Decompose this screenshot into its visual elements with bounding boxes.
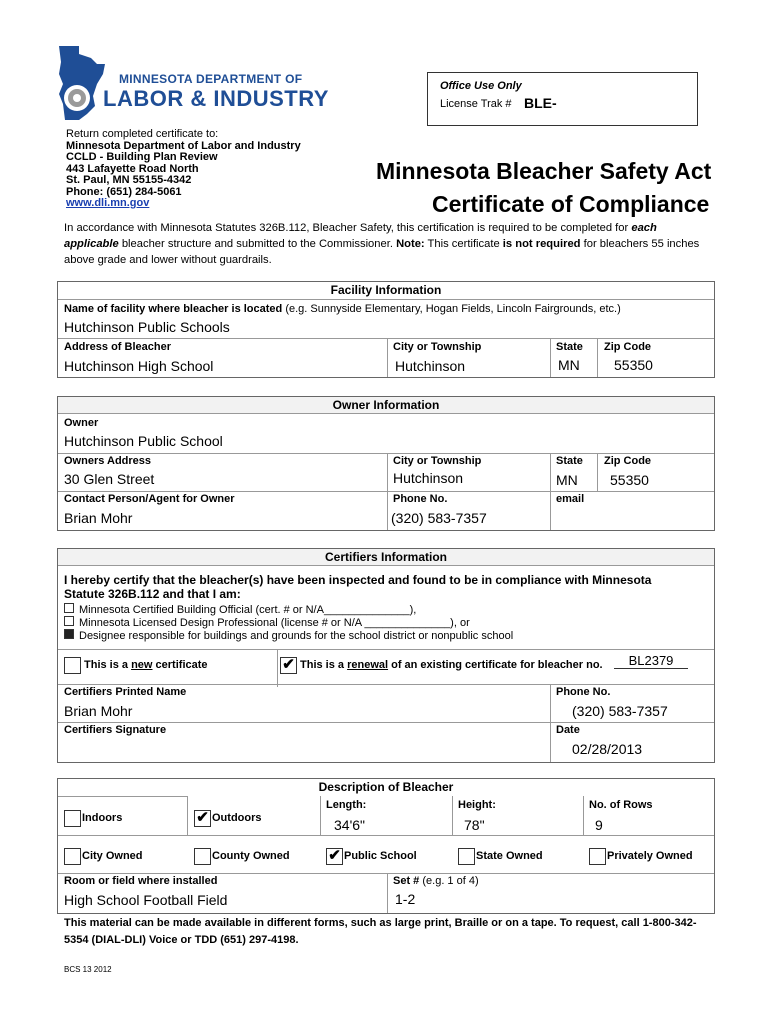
owner-state-field[interactable]: MN	[556, 472, 578, 488]
renewal-checkbox[interactable]	[280, 657, 297, 674]
facility-section	[57, 281, 715, 378]
intro-paragraph	[64, 220, 704, 268]
facility-header: Facility Information	[58, 282, 714, 298]
facility-city-field[interactable]: Hutchinson	[395, 358, 466, 374]
privately-owned-checkbox[interactable]	[589, 848, 606, 865]
city-owned-label: City Owned	[82, 850, 143, 862]
form-code: BCS 13 2012	[64, 965, 112, 974]
certifier-option-2: Minnesota Licensed Design Professional (license # or N/A ______________), or	[64, 616, 470, 629]
bleacher-address-label: Address of Bleacher	[64, 341, 171, 353]
contact-person-field[interactable]: Brian Mohr	[64, 510, 133, 526]
facility-city-label: City or Township	[393, 341, 482, 353]
bleacher-address-field[interactable]: Hutchinson High School	[64, 358, 214, 374]
height-label: Height:	[458, 799, 496, 811]
indoors-checkbox[interactable]	[64, 810, 81, 827]
page-title-line1: Minnesota Bleacher Safety Act	[376, 158, 712, 184]
return-intro: Return completed certificate to:	[66, 128, 219, 140]
return-line2: CCLD - Building Plan Review	[66, 151, 218, 163]
license-trak-label: License Trak #	[440, 98, 512, 110]
renewal-label: This is a renewal of an existing certificate for bleacher no.	[300, 659, 603, 671]
certifier-phone-field[interactable]: (320) 583-7357	[572, 703, 668, 719]
room-field-label: Room or field where installed	[64, 875, 218, 887]
indoors-label: Indoors	[82, 812, 123, 824]
facility-state-label: State	[556, 341, 583, 353]
return-line1: Minnesota Department of Labor and Industry	[66, 139, 301, 152]
checkmark-icon: ✔	[328, 847, 341, 864]
owner-city-label: City or Township	[393, 455, 482, 467]
facility-state-field[interactable]: MN	[558, 357, 580, 373]
logo-line2: LABOR & INDUSTRY	[103, 86, 329, 111]
intro-not-required: is not required	[502, 238, 581, 250]
checked-checkbox-icon[interactable]	[64, 629, 74, 639]
owner-phone-field[interactable]: (320) 583-7357	[391, 510, 487, 526]
checkbox-icon[interactable]	[64, 603, 74, 613]
certifier-section	[57, 548, 715, 763]
certifier-option-3: Designee responsible for buildings and grounds for the school district or nonpublic school	[64, 629, 513, 642]
certifier-date-label: Date	[556, 724, 580, 736]
certifier-name-label: Certifiers Printed Name	[64, 686, 187, 698]
certifier-header: Certifiers Information	[58, 549, 714, 566]
bleacher-section	[57, 778, 715, 914]
certifier-phone-label: Phone No.	[556, 686, 611, 698]
length-field[interactable]: 34'6"	[334, 817, 366, 833]
intro-note-label: Note:	[396, 238, 425, 250]
logo-line1: MINNESOTA DEPARTMENT OF	[119, 72, 303, 86]
owner-field[interactable]: Hutchinson Public School	[64, 433, 223, 449]
county-owned-checkbox[interactable]	[194, 848, 211, 865]
checkmark-icon: ✔	[282, 656, 295, 673]
city-owned-checkbox[interactable]	[64, 848, 81, 865]
outdoors-label: Outdoors	[212, 812, 262, 824]
owners-address-field[interactable]: 30 Glen Street	[64, 471, 155, 487]
facility-zip-label: Zip Code	[604, 341, 652, 353]
public-school-checkbox[interactable]	[326, 848, 343, 865]
certifier-signature-label: Certifiers Signature	[64, 724, 167, 736]
checkbox-icon[interactable]	[64, 616, 74, 626]
owner-zip-field[interactable]: 55350	[610, 472, 649, 488]
certification-statement: I hereby certify that the bleacher(s) have been inspected and found to be in compliance with Minnesota Statute 326B.112 and that I am:	[64, 573, 652, 601]
outdoors-checkbox[interactable]	[194, 810, 211, 827]
state-owned-checkbox[interactable]	[458, 848, 475, 865]
return-line5: Phone: (651) 284-5061	[66, 185, 182, 198]
office-use-title: Office Use Only	[440, 80, 522, 92]
checkmark-icon: ✔	[196, 809, 209, 826]
owner-city-field[interactable]: Hutchinson	[393, 470, 464, 486]
height-field[interactable]: 78"	[464, 817, 485, 833]
new-certificate-checkbox[interactable]	[64, 657, 81, 674]
intro-each-applicable: each applicable	[64, 222, 657, 250]
owner-email-label: email	[556, 493, 585, 505]
intro-text-3: This certificate	[424, 238, 503, 250]
certifier-date-field[interactable]: 02/28/2013	[572, 741, 643, 757]
owner-label: Owner	[64, 417, 99, 429]
accessibility-notice: This material can be made available in different forms, such as large print, Braille or on a tape. To request, call 1-800-342-5354 (DIAL-DLI) Voice or TDD (651) 297-4198.	[64, 917, 697, 946]
certifier-option-1: Minnesota Certified Building Official (cert. # or N/A______________),	[64, 603, 416, 616]
intro-text-4: for bleachers 55 inches above grade and lower without guardrails.	[64, 238, 700, 266]
website-link[interactable]: www.dli.mn.gov	[66, 197, 150, 209]
page-title-line2: Certificate of Compliance	[432, 191, 710, 217]
owners-address-label: Owners Address	[64, 455, 152, 467]
owner-state-label: State	[556, 455, 583, 467]
facility-name-field[interactable]: Hutchinson Public Schools	[64, 319, 230, 335]
rows-label: No. of Rows	[589, 799, 653, 811]
return-line3: 443 Lafayette Road North	[66, 162, 199, 175]
intro-text-1: In accordance with Minnesota Statutes 326B.112, Bleacher Safety, this certification is required to be completed for	[64, 222, 632, 234]
set-label: Set # (e.g. 1 of 4)	[393, 875, 479, 887]
facility-name-label: Name of facility where bleacher is located (e.g. Sunnyside Elementary, Hogan Fields, Lincoln Fairgrounds, etc.)	[64, 303, 621, 315]
owner-zip-label: Zip Code	[604, 455, 652, 467]
rows-field[interactable]: 9	[595, 817, 603, 833]
return-line4: St. Paul, MN 55155-4342	[66, 174, 192, 186]
county-owned-label: County Owned	[212, 850, 290, 862]
owner-section	[57, 396, 715, 531]
bleacher-number-field[interactable]: BL2379	[614, 653, 688, 669]
room-field-value[interactable]: High School Football Field	[64, 892, 228, 908]
bleacher-header: Description of Bleacher	[58, 779, 714, 795]
new-certificate-label: This is a new certificate	[84, 659, 208, 671]
set-field[interactable]: 1-2	[395, 891, 416, 907]
return-address-block	[66, 129, 301, 210]
contact-person-label: Contact Person/Agent for Owner	[64, 493, 235, 505]
owner-header: Owner Information	[58, 397, 714, 414]
dli-logo	[57, 44, 357, 122]
intro-text-2: bleacher structure and submitted to the Commissioner.	[118, 238, 397, 250]
certifier-name-field[interactable]: Brian Mohr	[64, 703, 133, 719]
license-trak-value[interactable]: BLE-	[524, 95, 557, 111]
office-use-box	[427, 72, 698, 126]
privately-owned-label: Privately Owned	[607, 850, 693, 862]
facility-zip-field[interactable]: 55350	[614, 357, 653, 373]
owner-phone-label: Phone No.	[393, 493, 448, 505]
public-school-label: Public School	[344, 850, 417, 862]
length-label: Length:	[326, 799, 367, 811]
state-owned-label: State Owned	[476, 850, 543, 862]
